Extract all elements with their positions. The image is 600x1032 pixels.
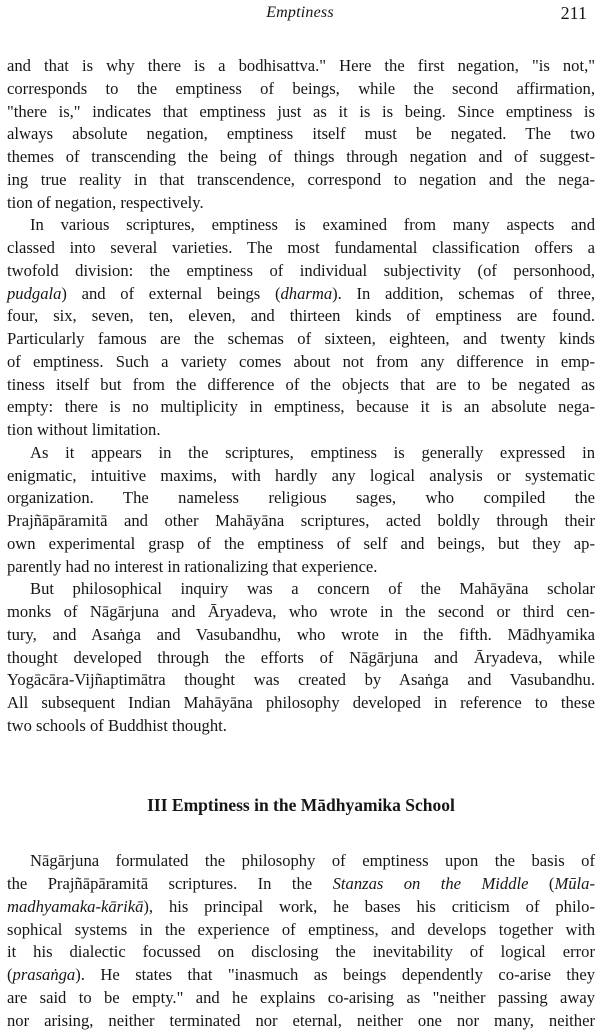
text-line — [7, 192, 595, 215]
text-line — [7, 533, 595, 556]
text-run: ). In addition, schemas of three, — [332, 284, 595, 303]
text-line — [7, 919, 595, 942]
page-number: 211 — [561, 3, 587, 24]
text-line — [7, 624, 595, 647]
text-line — [7, 55, 595, 78]
text-run: ). He states that "inasmuch as beings dependently co-arise they — [75, 965, 595, 984]
spacer — [7, 738, 595, 794]
text-run: tury, and Asaṅga and Vasubandhu, who wrote in the fifth. Mādhyamika — [7, 625, 595, 644]
text-run: two schools of Buddhist thought. — [7, 716, 227, 735]
text-run: madhyamaka-kārikā — [7, 897, 143, 916]
text-run: ) and of external beings ( — [61, 284, 280, 303]
text-line — [7, 237, 595, 260]
text-run: empty: there is no multiplicity in emptiness, because it is an absolute nega- — [7, 397, 595, 416]
text-run: monks of Nāgārjuna and Āryadeva, who wrote in the second or third cen- — [7, 602, 595, 621]
text-run: sophical systems in the experience of emptiness, and develops together with — [7, 920, 595, 939]
text-line — [7, 305, 595, 328]
text-line — [7, 465, 595, 488]
text-line — [7, 578, 595, 601]
text-run: own experimental grasp of the emptiness of self and beings, but they ap- — [7, 534, 595, 553]
text-run: As it appears in the scriptures, emptiness is generally expressed in — [30, 443, 595, 462]
text-run: ), his principal work, he bases his criticism of philo- — [143, 897, 595, 916]
text-line — [7, 123, 595, 146]
text-run: the Prajñāpāramitā scriptures. In the — [7, 874, 333, 893]
text-line — [7, 692, 595, 715]
text-line — [7, 214, 595, 237]
text-line — [7, 442, 595, 465]
body-text — [7, 55, 595, 1032]
text-line — [7, 850, 595, 873]
text-run: classed into several varieties. The most fundamental classification offers a — [7, 238, 595, 257]
text-after-heading — [7, 850, 595, 1032]
text-line — [7, 510, 595, 533]
text-line — [7, 351, 595, 374]
text-run: themes of transcending the being of things through negation and of suggest- — [7, 147, 595, 166]
text-line — [7, 987, 595, 1010]
text-run: it his dialectic focussed on disclosing the inevitability of logical error — [7, 942, 595, 961]
text-line — [7, 78, 595, 101]
text-run: ( — [528, 874, 554, 893]
text-run: of emptiness. Such a variety comes about not from any difference in emp- — [7, 352, 595, 371]
text-run: "there is," indicates that emptiness just as it is is being. Since emptiness is — [7, 102, 595, 121]
text-run: tiness itself but from the difference of the objects that are to be negated as — [7, 375, 595, 394]
text-run: organization. The nameless religious sages, who compiled the — [7, 488, 595, 507]
text-run: thought developed through the efforts of Nāgārjuna and Āryadeva, while — [7, 648, 595, 667]
text-run: dharma — [280, 284, 332, 303]
text-run: ing true reality in that transcendence, correspond to negation and the nega- — [7, 170, 595, 189]
text-run: four, six, seven, ten, eleven, and thirteen kinds of emptiness are found. — [7, 306, 595, 325]
text-run: always absolute negation, emptiness itself must be negated. The two — [7, 124, 595, 143]
text-line — [7, 374, 595, 397]
text-run: tion without limitation. — [7, 420, 161, 439]
text-before-heading — [7, 55, 595, 738]
running-head — [0, 4, 600, 26]
text-line — [7, 647, 595, 670]
text-run: But philosophical inquiry was a concern of the Mahāyāna scholar — [30, 579, 595, 598]
text-run: All subsequent Indian Mahāyāna philosophy developed in reference to these — [7, 693, 595, 712]
text-run: nor arising, neither terminated nor eternal, neither one nor many, neither — [7, 1011, 595, 1030]
text-run: enigmatic, intuitive maxims, with hardly any logical analysis or systematic — [7, 466, 595, 485]
text-run: pudgala — [7, 284, 61, 303]
text-line — [7, 260, 595, 283]
text-line — [7, 669, 595, 692]
text-run: Nāgārjuna formulated the philosophy of emptiness upon the basis of — [30, 851, 595, 870]
text-run: tion of negation, respectively. — [7, 193, 204, 212]
spacer — [7, 816, 595, 850]
text-line — [7, 896, 595, 919]
text-run: Stanzas on the Middle — [333, 874, 529, 893]
text-run: ( — [7, 965, 13, 984]
text-run: Particularly famous are the schemas of sixteen, eighteen, and twenty kinds — [7, 329, 595, 348]
text-line — [7, 964, 595, 987]
text-line — [7, 169, 595, 192]
text-line — [7, 873, 595, 896]
text-line — [7, 601, 595, 624]
text-line — [7, 328, 595, 351]
text-line — [7, 283, 595, 306]
text-run: Yogācāra-Vijñaptimātra thought was created by Asaṅga and Vasubandhu. — [7, 670, 595, 689]
text-run: Mūla- — [554, 874, 595, 893]
text-line — [7, 419, 595, 442]
text-line — [7, 715, 595, 738]
text-run: prasaṅga — [13, 965, 76, 984]
text-run: and that is why there is a bodhisattva." Here the first negation, "is not," — [7, 56, 595, 75]
text-run: Prajñāpāramitā and other Mahāyāna scriptures, acted boldly through their — [7, 511, 595, 530]
text-run: corresponds to the emptiness of beings, while the second affirmation, — [7, 79, 595, 98]
text-run: twofold division: the emptiness of individual subjectivity (of personhood, — [7, 261, 595, 280]
text-line — [7, 487, 595, 510]
section-heading: III Emptiness in the Mādhyamika School — [7, 794, 595, 817]
text-run: are said to be empty." and he explains co-arising as "neither passing away — [7, 988, 595, 1007]
running-title: Emptiness — [0, 4, 600, 22]
text-line — [7, 941, 595, 964]
text-run: In various scriptures, emptiness is examined from many aspects and — [30, 215, 595, 234]
text-run: parently had no interest in rationalizing that experience. — [7, 557, 377, 576]
text-line — [7, 396, 595, 419]
text-line — [7, 101, 595, 124]
text-line — [7, 556, 595, 579]
text-line — [7, 146, 595, 169]
